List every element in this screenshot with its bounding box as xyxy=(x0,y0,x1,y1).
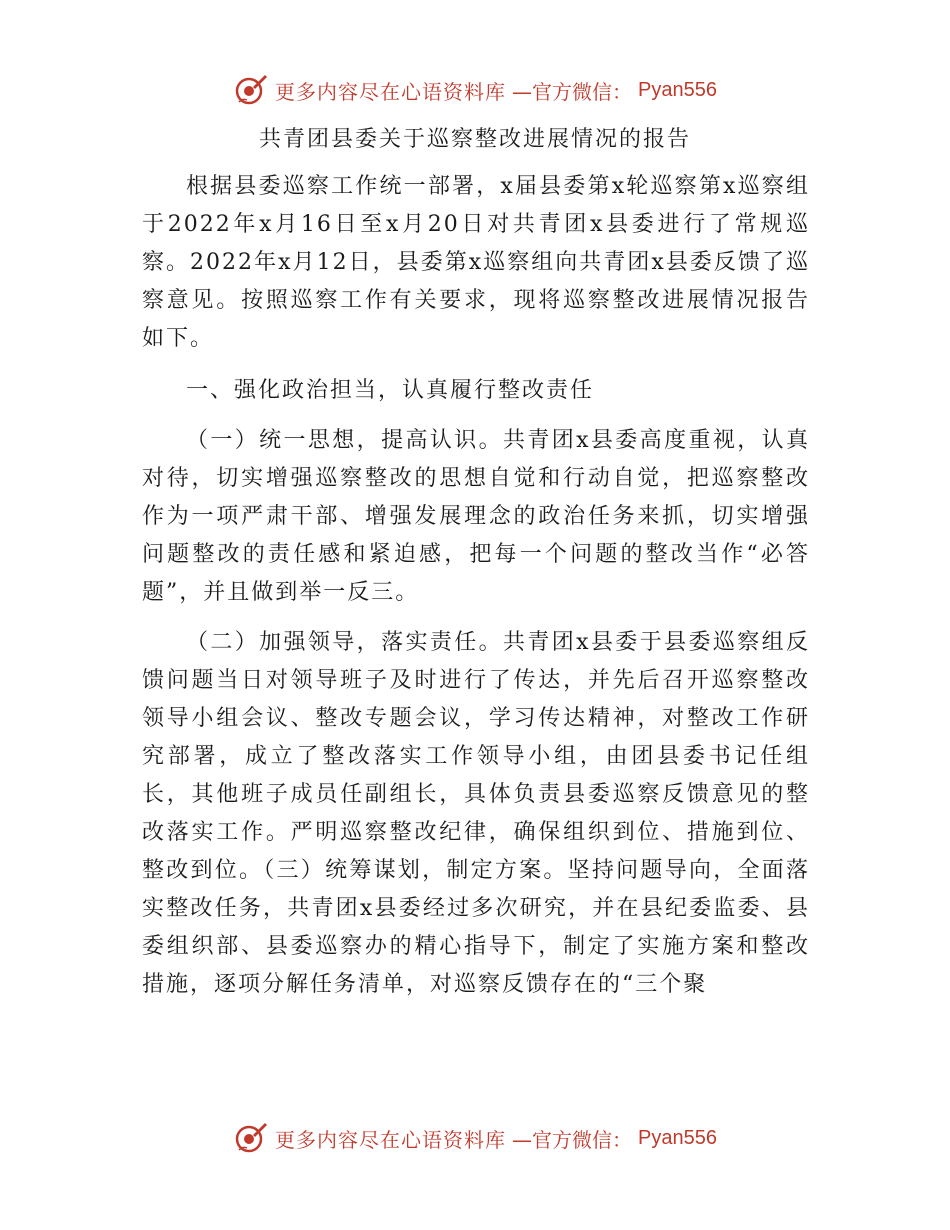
pen-logo-icon xyxy=(233,1120,269,1156)
document-title: 共青团县委关于巡察整改进展情况的报告 xyxy=(258,127,691,152)
paragraph-2: （二）加强领导，落实责任。共青团x县委于县委巡察组反馈问题当日对领导班子及时进行了传达，并先后召开巡察整改领导小组会议、整改专题会议，学习传达精神，对整改工作研究部署，成立了整改落实工作领导小组，由团县委书记任组长，其他班子成员任副组长，具体负责县委巡察反馈意见的整改落实工作。严明巡察整改纪律，确保组织到位、措施到位、整改到位。（三）统筹谋划，制定方案。坚持问题导向，全面落实整改任务，共青团x县委经过多次研究，并在县纪委监委、县委组织部、县委巡察办的精心指导下，制定了实施方案和整改措施，逐项分解任务清单，对巡察反馈存在的“三个聚 xyxy=(142,630,810,997)
section-heading-1: 一、强化政治担当，认真履行整改责任 xyxy=(186,378,595,403)
watermark-separator: —官方微信： xyxy=(512,79,633,104)
intro-paragraph: 根据县委巡察工作统一部署，x届县委第x轮巡察第x巡察组于2022年x月16日至x月20日对共青团x县委进行了常规巡察。2022年x月12日，县委第x巡察组向共青团x县委反馈了巡察意见。按照巡察工作有关要求，现将巡察整改进展情况报告如下。 xyxy=(142,174,810,351)
document-body xyxy=(142,168,810,1004)
pen-logo-icon xyxy=(233,72,269,108)
watermark-separator: —官方微信： xyxy=(512,1127,633,1152)
paragraph-1: （一）统一思想，提高认识。共青团x县委高度重视，认真对待，切实增强巡察整改的思想自觉和行动自觉，把巡察整改作为一项严肃干部、增强发展理念的政治任务来抓，切实增强问题整改的责任感和紧迫感，把每一个问题的整改当作“必答题”，并且做到举一反三。 xyxy=(142,428,810,605)
watermark-handle: Pyan556 xyxy=(638,1126,717,1149)
watermark-footer xyxy=(0,1118,950,1158)
watermark-text: 更多内容尽在心语资料库 xyxy=(275,1127,507,1152)
watermark-header xyxy=(0,70,950,110)
watermark-text: 更多内容尽在心语资料库 xyxy=(275,79,507,104)
watermark-handle: Pyan556 xyxy=(638,78,717,101)
